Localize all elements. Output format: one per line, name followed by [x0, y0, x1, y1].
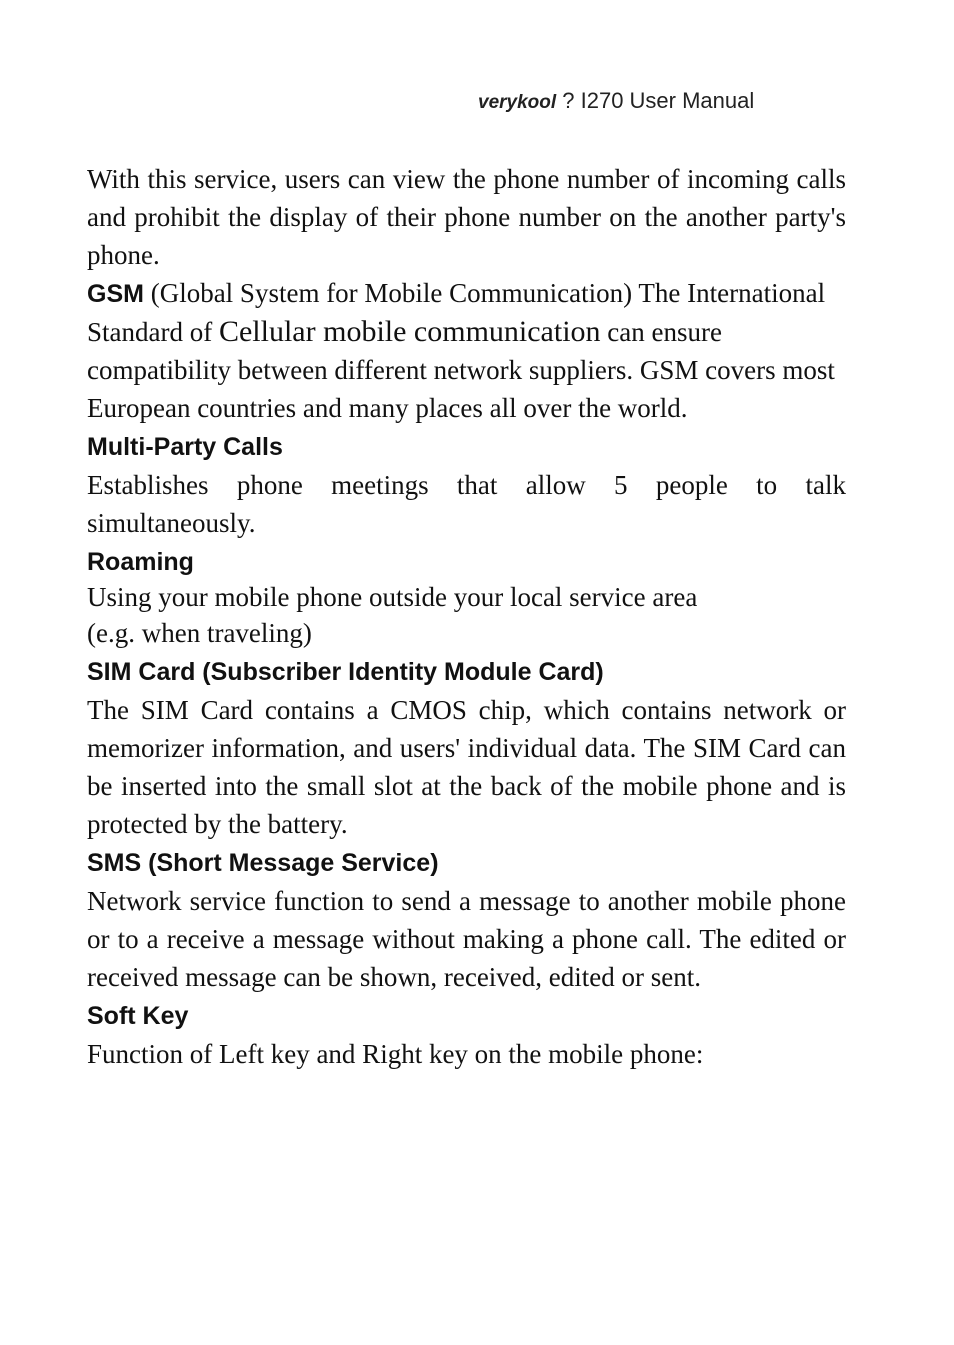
gsm-text-emphasis: Cellular mobile communication [218, 315, 601, 348]
term-multi-party-calls: Multi-Party Calls [87, 433, 283, 461]
term-roaming: Roaming [87, 548, 194, 576]
glossary-content [87, 160, 846, 1073]
term-sms: SMS (Short Message Service) [87, 849, 439, 877]
definition-soft-key: Function of Left key and Right key on the mobile phone: [87, 1039, 704, 1069]
definition-roaming: Using your mobile phone outside your local service area [87, 582, 698, 612]
gsm-text-2: can ensure compatibility between different network suppliers. GSM covers most European countries and many places all over the world. [87, 317, 835, 423]
gsm-text-1: (Global System for Mobile Communication) The International Standard of [87, 278, 826, 347]
definition-sms: Network service function to send a message to another mobile phone or to a receive a message without making a phone call. The edited or received message can be shown, received, edited or sent. [87, 886, 846, 992]
term-sim-card: SIM Card (Subscriber Identity Module Card) [87, 658, 604, 686]
gsm-paragraph [87, 274, 846, 427]
term-soft-key: Soft Key [87, 1002, 189, 1030]
definition-roaming-example: (e.g. when traveling) [87, 618, 312, 648]
definition-sim-card: The SIM Card contains a CMOS chip, which contains network or memorizer information, and users' individual data. The SIM Card can be inserted into the small slot at the back of the mobile phone and is protected by the battery. [87, 695, 846, 839]
gsm-term: GSM [87, 280, 144, 308]
header-brand: verykool [478, 92, 557, 113]
page-header [478, 88, 754, 114]
header-title: ? I270 User Manual [556, 88, 755, 113]
definition-multi-party-calls: Establishes phone meetings that allow 5 people to talk simultaneously. [87, 470, 846, 538]
intro-paragraph: With this service, users can view the phone number of incoming calls and prohibit the display of their phone number on the another party's phone. [87, 164, 846, 270]
